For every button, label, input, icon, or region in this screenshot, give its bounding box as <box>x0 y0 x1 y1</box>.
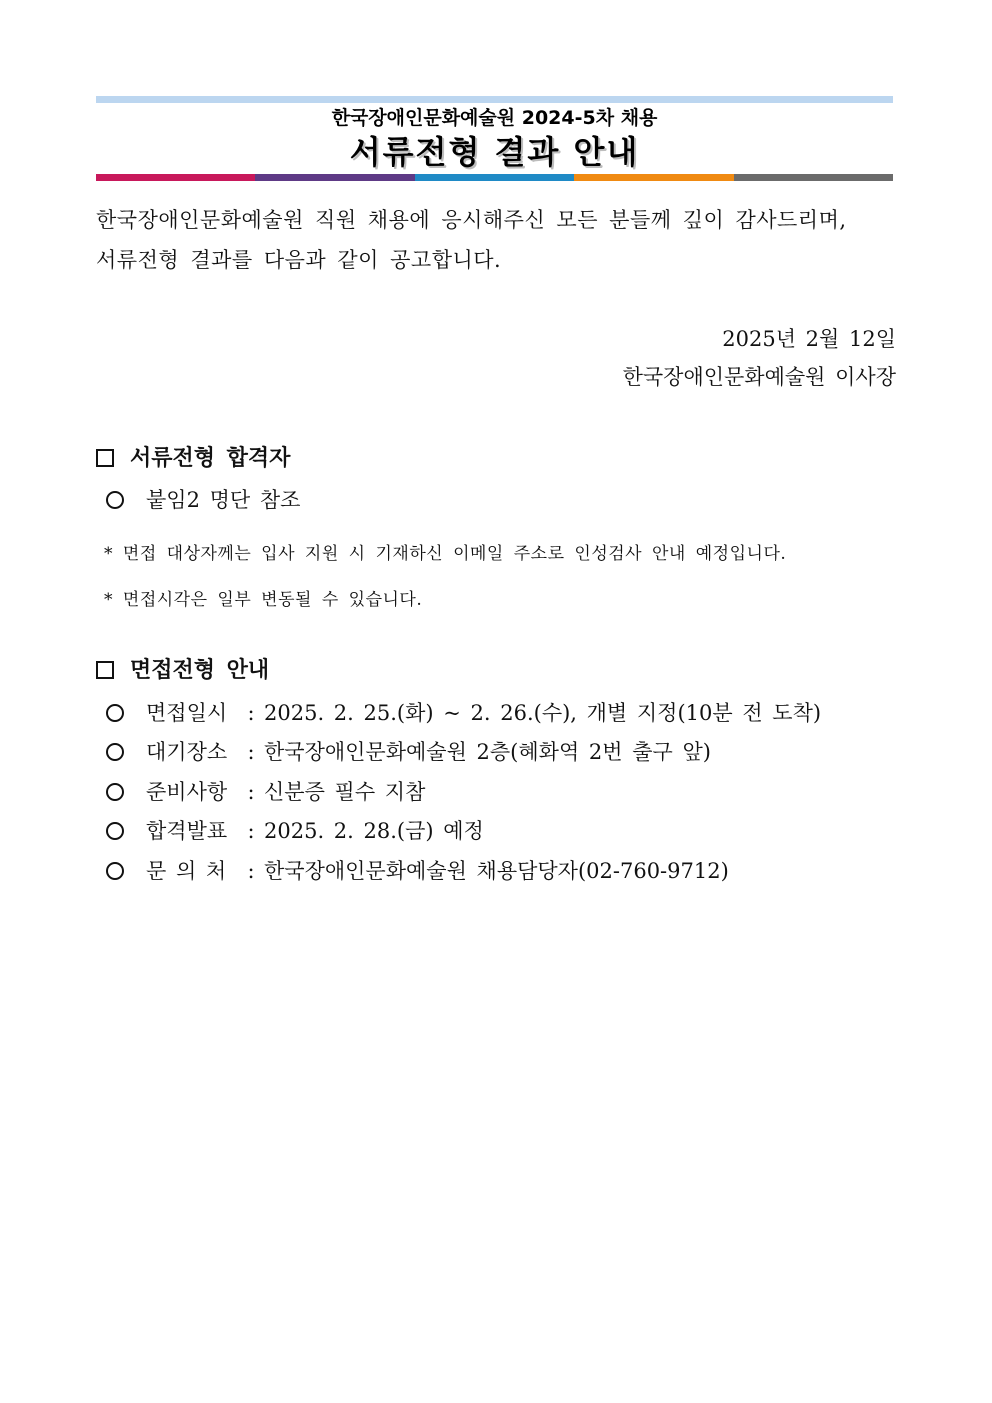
list-item-text: 붙임2 명단 참조 <box>146 488 301 512</box>
section-heading-text: 서류전형 합격자 <box>130 445 291 471</box>
circle-bullet-icon <box>106 491 124 509</box>
item-separator: : <box>247 819 255 843</box>
document-subtitle: 한국장애인문화예술원 2024-5차 채용 <box>331 107 658 129</box>
top-accent-bar <box>96 96 893 103</box>
item-separator: : <box>247 859 255 883</box>
stripe-segment <box>255 174 414 181</box>
circle-bullet-icon <box>106 862 124 880</box>
issuer-signature: 한국장애인문화예술원 이사장 <box>622 365 896 389</box>
stripe-segment <box>96 174 255 181</box>
circle-bullet-icon <box>106 704 124 722</box>
intro-line: 한국장애인문화예술원 직원 채용에 응시해주신 모든 분들께 깊이 감사드리며, <box>96 208 847 232</box>
item-label: 대기장소 <box>146 740 228 764</box>
list-item <box>106 816 484 846</box>
footnote: * 면접시각은 일부 변동될 수 있습니다. <box>104 590 423 610</box>
item-label: 면접일시 <box>146 701 228 725</box>
stripe-segment <box>734 174 893 181</box>
document-title: 서류전형 결과 안내 <box>349 133 640 171</box>
stripe-segment <box>574 174 733 181</box>
item-label: 문 의 처 <box>146 859 227 883</box>
square-bullet-icon <box>96 449 114 467</box>
item-value: 한국장애인문화예술원 채용담당자(02-760-9712) <box>264 859 729 883</box>
circle-bullet-icon <box>106 822 124 840</box>
section-heading-text: 면접전형 안내 <box>130 657 270 683</box>
list-item <box>106 485 300 515</box>
item-value: 2025. 2. 28.(금) 예정 <box>264 819 484 843</box>
section-heading-interview <box>96 655 269 685</box>
list-item <box>106 698 821 728</box>
list-item <box>106 737 711 767</box>
footnote: * 면접 대상자께는 입사 지원 시 기재하신 이메일 주소로 인성검사 안내 예정입니다. <box>104 544 787 564</box>
item-label: 합격발표 <box>146 819 228 843</box>
color-stripe <box>96 174 893 181</box>
circle-bullet-icon <box>106 783 124 801</box>
item-value: 2025. 2. 25.(화) ~ 2. 26.(수), 개별 지정(10분 전 도착) <box>264 701 822 725</box>
item-separator: : <box>247 740 255 764</box>
list-item <box>106 856 729 886</box>
intro-line: 서류전형 결과를 다음과 같이 공고합니다. <box>96 248 502 272</box>
item-label: 준비사항 <box>146 780 228 804</box>
square-bullet-icon <box>96 661 114 679</box>
item-separator: : <box>247 780 255 804</box>
section-heading-document-result <box>96 443 290 473</box>
list-item <box>106 777 425 807</box>
stripe-segment <box>415 174 574 181</box>
item-separator: : <box>247 701 255 725</box>
announcement-date: 2025년 2월 12일 <box>722 327 896 351</box>
circle-bullet-icon <box>106 743 124 761</box>
item-value: 신분증 필수 지참 <box>264 780 426 804</box>
intro-paragraph <box>96 200 896 280</box>
item-value: 한국장애인문화예술원 2층(혜화역 2번 출구 앞) <box>264 740 711 764</box>
